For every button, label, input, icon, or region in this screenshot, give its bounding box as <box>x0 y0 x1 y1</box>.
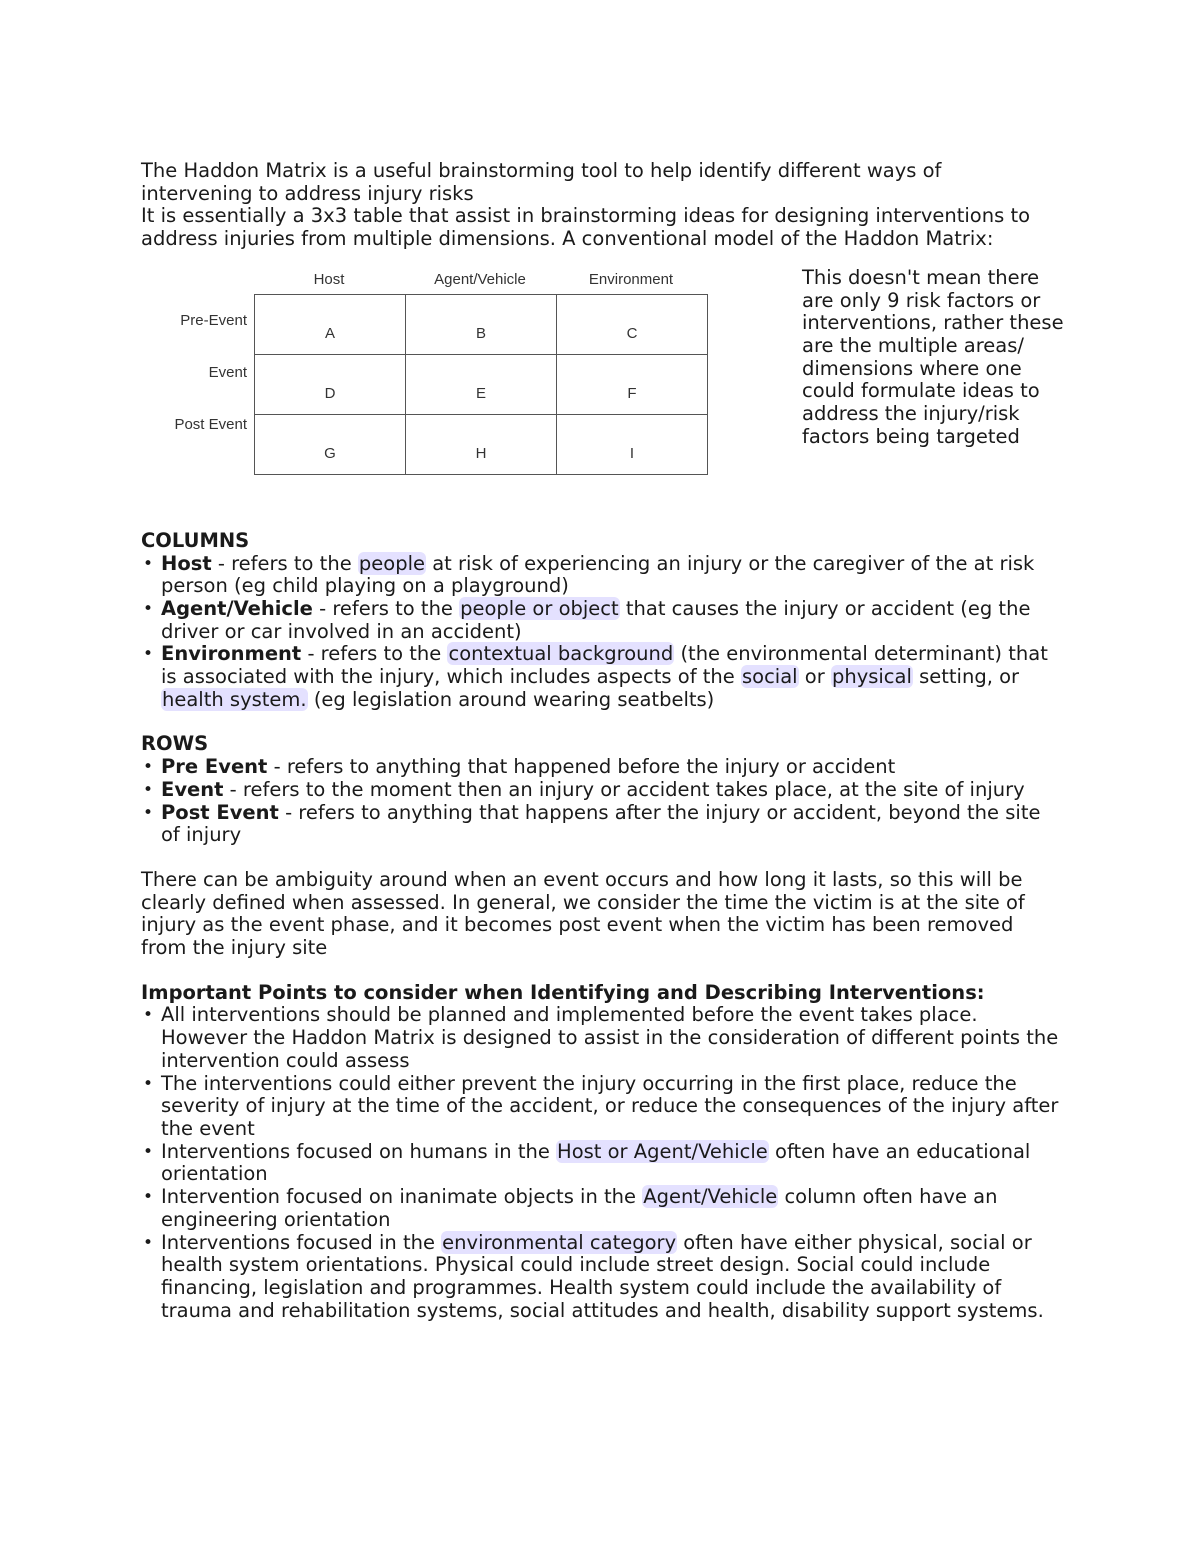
columns-section <box>141 530 1061 712</box>
highlight: social <box>741 665 798 689</box>
matrix-cell: C <box>557 294 708 354</box>
highlight: physical <box>831 665 912 689</box>
text: - refers to anything that happens after the injury or accident, beyond the site of injury <box>161 800 1041 847</box>
list-item <box>161 598 1061 643</box>
points-section <box>141 982 1061 1323</box>
text: often have an educational orientation <box>161 1139 1031 1186</box>
text: - refers to anything that happened before the injury or accident <box>267 755 896 779</box>
text: (the environmental determinant) that is associated with the injury, which includes aspects of the <box>161 642 1048 689</box>
intro-line-2: It is essentially a 3x3 table that assist in brainstorming ideas for designing interventions to address injuries from multiple dimensions. A conventional model of the Haddon Matrix: <box>141 204 1031 251</box>
matrix-cell: F <box>557 354 708 414</box>
term: Event <box>161 777 224 801</box>
matrix-cell: D <box>255 354 406 414</box>
matrix-col-agent: Agent/Vehicle <box>434 270 526 288</box>
highlight: contextual background <box>448 642 674 666</box>
matrix-row-post-event: Post Event <box>174 415 247 433</box>
ambiguity-paragraph: There can be ambiguity around when an event occurs and how long it lasts, so this will be clearly defined when assessed. In general, we consider the time the victim is at the site of injury as the event phase, and it becomes post event when the victim has been removed from the injury site <box>141 867 1025 960</box>
columns-list <box>141 553 1061 712</box>
list-item <box>161 643 1061 711</box>
matrix-cell: E <box>406 354 557 414</box>
text: - refers to the <box>301 642 448 666</box>
matrix-cell: B <box>406 294 557 354</box>
list-item <box>161 553 1061 598</box>
matrix-cell: A <box>255 294 406 354</box>
matrix-cell: H <box>406 414 557 474</box>
matrix-col-host: Host <box>313 270 345 288</box>
text: - refers to the moment then an injury or accident takes place, at the site of injury <box>223 777 1025 801</box>
haddon-matrix-figure <box>141 261 1064 517</box>
text: Intervention focused on inanimate objects in the <box>161 1185 643 1209</box>
term: Pre Event <box>161 755 268 779</box>
highlight: environmental category <box>442 1230 677 1254</box>
text: that causes the injury or accident (eg the driver or car involved in an accident) <box>161 596 1031 643</box>
side-note: This doesn't mean there are only 9 risk factors or interventions, rather these are the multiple areas/ dimensions where one could formulate ideas to address the injury/risk factors being targeted <box>802 265 1064 448</box>
highlight: people or object <box>460 596 619 620</box>
highlight: people <box>358 551 425 575</box>
highlight: Host or Agent/Vehicle <box>557 1139 768 1163</box>
matrix-cell: G <box>255 414 406 474</box>
text: Interventions focused in the <box>161 1230 442 1254</box>
matrix-grid <box>254 294 708 475</box>
points-heading: Important Points to consider when Identifying and Describing Interventions: <box>141 980 985 1004</box>
list-item <box>161 802 1061 847</box>
matrix-row-pre-event: Pre-Event <box>180 311 247 329</box>
list-item <box>161 779 1061 802</box>
text: often have either physical, social or health system orientations. Physical could include street design. Social could include financing, legislation and programmes. Health system could include the availability of trauma and rehabilitation systems, social attitudes and health, disability support systems. <box>161 1230 1044 1322</box>
intro <box>141 160 1051 251</box>
matrix-row-event: Event <box>208 363 247 381</box>
points-list <box>141 1004 1061 1322</box>
list-item <box>161 756 1061 779</box>
text: at risk of experiencing an injury or the caregiver of the at risk person (eg child playing on a playground) <box>161 551 1035 598</box>
rows-section <box>141 733 1061 847</box>
intro-line-1: The Haddon Matrix is a useful brainstorming tool to help identify different ways of intervening to address injury risks <box>141 159 942 205</box>
rows-heading: ROWS <box>141 732 209 756</box>
text: setting, or <box>912 665 1020 689</box>
list-item <box>161 1141 1061 1186</box>
highlight: health system. <box>162 687 307 711</box>
text: - refers to the <box>312 596 460 620</box>
list-item: • All interventions should be planned and implemented before the event takes place. However the Haddon Matrix is designed to assist in the consideration of different points the intervention could assess <box>161 1004 1061 1072</box>
document-page <box>141 159 1064 1322</box>
matrix-col-environment: Environment <box>588 270 674 288</box>
text: - refers to the <box>211 551 358 575</box>
list-item <box>161 1186 1061 1231</box>
text: column often have an engineering orientation <box>161 1185 998 1231</box>
list-item <box>161 1232 1061 1323</box>
term: Post Event <box>161 800 279 824</box>
term: Host <box>161 551 212 575</box>
matrix-cell: I <box>557 414 708 474</box>
list-item: • The interventions could either prevent the injury occurring in the first place, reduce the severity of injury at the time of the accident, or reduce the consequences of the injury after the event <box>161 1073 1061 1141</box>
text: (eg legislation around wearing seatbelts) <box>307 687 715 711</box>
text: Interventions focused on humans in the <box>161 1139 557 1163</box>
highlight: Agent/Vehicle <box>643 1185 778 1209</box>
columns-heading: COLUMNS <box>141 528 250 552</box>
rows-list <box>141 756 1061 847</box>
text: or <box>798 665 831 689</box>
term: Agent/Vehicle <box>161 596 313 620</box>
term: Environment <box>161 642 302 666</box>
